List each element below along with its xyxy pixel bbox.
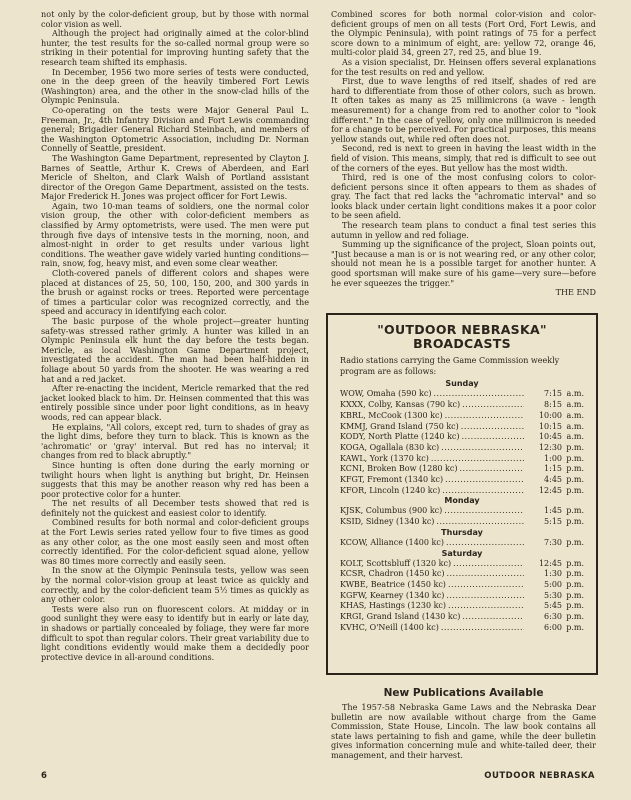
station-name: KAWL, York (1370 kc) <box>340 453 429 463</box>
station-time: 12:45 <box>538 558 562 568</box>
station-row <box>340 432 584 443</box>
leader-dots <box>441 623 524 634</box>
station-ampm: a.m. <box>566 421 584 431</box>
leader-dots <box>446 569 524 580</box>
station-row <box>340 569 584 580</box>
paragraph: Combined scores for both normal color-vision and color-deficient groups of men on all tests (Fort Ord, Fort Lewis, and the Olympic Peninsula), with point ratings of 75 for a perfect score down to a minimum of eight, are: yellow 72, orange 46, multi-color plaid 34, green 27, red 25, and blue 19. <box>331 9 596 58</box>
new-publications-section <box>331 687 596 761</box>
station-time: 1:45 <box>544 506 562 516</box>
station-time: 8:15 <box>544 400 562 410</box>
paragraph: The net results of all December tests showed that red is definitely not the quickest and easiest color to identify. <box>41 498 309 518</box>
station-name: WOW, Omaha (590 kc) <box>340 389 432 399</box>
station-name: KSID, Sidney (1340 kc) <box>340 517 435 527</box>
station-row <box>340 389 584 400</box>
station-name: KCNI, Broken Bow (1280 kc) <box>340 464 458 474</box>
paragraph: In the snow at the Olympic Peninsula tests, yellow was seen by the normal color-vision group at least twice as quickly and correctly, and by the color-deficient team 5½ times as quickly as any other color. <box>41 565 309 605</box>
broadcasts-title-line1: "OUTDOOR NEBRASKA" <box>377 322 547 337</box>
schedule-day-heading: Thursday <box>441 527 483 537</box>
paragraph: Combined results for both normal and color-deficient groups at the Fort Lewis series rated yellow four to five times as good as any other color, as the one most easily seen and most often correctly identified. For the color-deficient squad alone, yellow was 80 times more correctly and easily seen. <box>41 517 309 566</box>
leader-dots <box>445 411 524 422</box>
station-time: 5:00 <box>544 579 562 589</box>
paragraph: First, due to wave lengths of red itself, shades of red are hard to differentiate from those of other colors, such as brown. It often takes as many as 25 millimicrons (a wave - length measurement) for a change from red to another color to "look different." In the case of yellow, only one millimicron is needed for a change to be perceived. For practical purposes, this means yellow stands out, while red often does not. <box>331 76 596 144</box>
station-time: 7:15 <box>544 389 562 399</box>
paragraph: Second, red is next to green in having the least width in the field of vision. This means, simply, that red is difficult to see out of the corners of the eyes. But yellow has the most width. <box>331 143 596 173</box>
station-row <box>340 464 584 475</box>
station-ampm: p.m. <box>566 622 584 632</box>
station-name: KRGI, Grand Island (1430 kc) <box>340 612 461 622</box>
leader-dots <box>459 464 524 475</box>
leader-dots <box>461 422 524 433</box>
station-time: 1:00 <box>544 453 562 463</box>
paragraph: As a vision specialist, Dr. Heinsen offers several explanations for the test results on red and yellow. <box>331 56 596 77</box>
paragraph: Although the project had originally aimed at the color-blind hunter, the test results for the so-called normal group were so striking in their potential for improving hunting safety that the research team shifted its emphasis. <box>41 28 309 67</box>
station-time: 12:30 <box>538 442 562 452</box>
schedule-day-heading: Monday <box>444 496 480 506</box>
paragraph: not only by the color-deficient group, but by those with normal color vision as well. <box>41 9 309 29</box>
station-row <box>340 400 584 411</box>
station-name: KOLT, Scottsbluff (1320 kc) <box>340 558 452 568</box>
station-name: KFOR, Lincoln (1240 kc) <box>340 485 441 495</box>
station-ampm: p.m. <box>566 453 584 463</box>
station-time: 4:45 <box>544 475 562 485</box>
station-ampm: a.m. <box>566 410 584 420</box>
station-row <box>340 538 584 549</box>
station-row <box>340 486 584 497</box>
leader-dots <box>446 538 524 549</box>
station-row <box>340 454 584 465</box>
paragraph: Again, two 10-man teams of soldiers, one the normal color vision group, the other with color-deficient members as classified by Army optometrists, were used. The men were put through five days of intensive tests in the morning, noon, and almost-night in order to get results under various light conditions. The weather gave widely varied hunting conditions—rain, snow, fog, heavy mist, and even some clear weather. <box>41 200 309 269</box>
station-ampm: p.m. <box>566 506 584 516</box>
station-time: 5:15 <box>544 517 562 527</box>
paragraph: Summing up the significance of the project, Sloan points out, "Just because a man is or is not wearing red, or any other color, should not mean he is a possible target for another hunter. A good sportsman will make sure of his game—very sure—before he ever squeezes the trigger." <box>331 239 596 288</box>
leader-dots <box>436 517 524 528</box>
station-name: KHAS, Hastings (1230 kc) <box>340 601 447 611</box>
leader-dots <box>431 454 524 465</box>
station-row <box>340 411 584 422</box>
new-publications-heading: New Publications Available <box>383 687 544 699</box>
paragraph: The basic purpose of the whole project—greater hunting safety-was stressed rather grimly. A hunter was killed in an Olympic Peninsula elk hunt the day before the tests began. Mericle, as local Washington Game Department project, investigated the accident. The man had been half-hidden in foliage about 50 yards from the shooter. He was wearing a red hat and a red jacket. <box>41 316 309 384</box>
station-time: 10:45 <box>538 432 562 442</box>
station-row <box>340 612 584 623</box>
broadcast-schedule <box>340 379 584 633</box>
station-time: 7:30 <box>544 537 562 547</box>
station-ampm: p.m. <box>566 612 584 622</box>
paragraph: Since hunting is often done during the early morning or twilight hours when light is anything but bright, Dr. Heinsen suggests that this may be another reason why red has been a poor protective color for a hunter. <box>41 459 309 499</box>
station-ampm: p.m. <box>566 442 584 452</box>
station-row <box>340 580 584 591</box>
station-time: 10:00 <box>538 410 562 420</box>
paragraph: The research team plans to conduct a final test series this autumn in yellow and red foliage. <box>331 220 596 240</box>
station-row <box>340 517 584 528</box>
station-name: KCSR, Chadron (1450 kc) <box>340 569 445 579</box>
station-name: KBRL, McCook (1300 kc) <box>340 410 443 420</box>
station-ampm: p.m. <box>566 601 584 611</box>
station-ampm: a.m. <box>566 432 584 442</box>
station-name: KWBE, Beatrice (1450 kc) <box>340 579 446 589</box>
station-ampm: p.m. <box>566 517 584 527</box>
station-time: 6:30 <box>544 612 562 622</box>
station-row <box>340 443 584 454</box>
the-end-mark: THE END <box>555 287 596 298</box>
station-ampm: p.m. <box>566 464 584 474</box>
paragraph: The Washington Game Department, represented by Clayton J. Barnes of Seattle, Arthur K. Crews of Aberdeen, and Earl Mericle of Shelton, and Clark Walsh of Portland assistant director of the Oregon Game Department, assisted on the tests. Major Frederick H. Jones was project officer for Fort Lewis. <box>41 152 309 202</box>
station-row <box>340 591 584 602</box>
station-name: KODY, North Platte (1240 kc) <box>340 432 460 442</box>
station-time: 6:00 <box>544 622 562 632</box>
leader-dots <box>433 389 524 400</box>
paragraph: He explains, "All colors, except red, turn to shades of gray as the light dims, before they turn to black. This is known as the 'achromatic' or 'gray' interval. But red has no interval; it changes from red to black abruptly." <box>41 421 309 461</box>
broadcasts-title-line2: BROADCASTS <box>413 336 511 351</box>
station-ampm: p.m. <box>566 537 584 547</box>
station-time: 12:45 <box>538 485 562 495</box>
new-publications-text: The 1957-58 Nebraska Game Laws and the Nebraska Dear bulletin are now available without charge from the Game Commission, State House, Lincoln. The law book contains all state laws pertaining to fish and game, while the deer bulletin gives information concerning mule and white-tailed deer, their management, and their harvest. <box>331 702 596 760</box>
station-row <box>340 559 584 570</box>
station-name: KJSK, Columbus (900 kc) <box>340 506 443 516</box>
leader-dots <box>462 400 524 411</box>
leader-dots <box>448 580 524 591</box>
schedule-day-heading: Saturday <box>441 548 483 558</box>
page-number: 6 <box>41 771 48 781</box>
paragraph: Co-operating on the tests were Major General Paul L. Freeman, Jr., 4th Infantry Division and Fort Lewis commanding general; Brigadier General Richard Steinbach, and members of the Washington Optometric Association, including Dr. Norman Connelly of Seattle, president. <box>41 104 309 154</box>
leader-dots <box>445 475 524 486</box>
station-time: 1:30 <box>544 569 562 579</box>
leader-dots <box>453 559 524 570</box>
station-row <box>340 422 584 433</box>
station-name: KFGT, Fremont (1340 kc) <box>340 475 444 485</box>
end-line <box>331 288 596 298</box>
leader-dots <box>462 612 524 623</box>
magazine-name: OUTDOOR NEBRASKA <box>484 771 595 781</box>
station-ampm: p.m. <box>566 579 584 589</box>
station-time: 5:30 <box>544 590 562 600</box>
station-name: KCOW, Alliance (1400 kc) <box>340 537 444 547</box>
paragraph: Third, red is one of the most confusing colors to color-deficient persons since it often appears to them as shades of gray. The fact that red lacks the "achromatic interval" and so looks black under certain light conditions makes it a poor color to be seen afield. <box>331 172 596 221</box>
station-ampm: a.m. <box>566 389 584 399</box>
paragraph: After re-enacting the incident, Mericle remarked that the red jacket looked black to him. Dr. Heinsen commented that this was entirely possible since under poor light conditions, as in heavy woods, red can appear black. <box>41 383 309 422</box>
leader-dots <box>446 591 524 602</box>
station-name: KMMJ, Grand Island (750 kc) <box>340 421 459 431</box>
station-ampm: p.m. <box>566 569 584 579</box>
station-row <box>340 623 584 634</box>
station-ampm: p.m. <box>566 485 584 495</box>
station-name: KVHC, O'Neill (1400 kc) <box>340 622 439 632</box>
station-time: 10:15 <box>538 421 562 431</box>
broadcasts-intro: Radio stations carrying the Game Commission weekly program are as follows: <box>340 356 560 376</box>
leader-dots <box>448 601 524 612</box>
station-ampm: a.m. <box>566 400 584 410</box>
leader-dots <box>444 506 524 517</box>
left-column <box>41 10 309 662</box>
paragraph: In December, 1956 two more series of tests were conducted, one in the deep green of the heavily timbered Fort Lewis (Washington) area, and the other in the snow-clad hills of the Olympic Peninsula. <box>41 66 309 106</box>
station-row <box>340 506 584 517</box>
broadcasts-box <box>326 313 598 675</box>
station-ampm: p.m. <box>566 590 584 600</box>
station-name: KXXX, Colby, Kansas (790 kc) <box>340 400 461 410</box>
station-name: KGFW, Kearney (1340 kc) <box>340 590 445 600</box>
schedule-day-heading: Sunday <box>445 379 479 389</box>
leader-dots <box>441 443 524 454</box>
station-time: 1:15 <box>544 464 562 474</box>
station-ampm: p.m. <box>566 475 584 485</box>
station-time: 5:45 <box>544 601 562 611</box>
leader-dots <box>442 486 524 497</box>
paragraph: Cloth-covered panels of different colors and shapes were placed at distances of 25, 50, 100, 150, 200, and 300 yards in the brush or against rocks or trees. Reported were percentage of times a particular color was recognized correctly, and the speed and accuracy in identifying each color. <box>41 268 309 317</box>
station-row <box>340 601 584 612</box>
paragraph: Tests were also run on fluorescent colors. At midday or in good sunlight they were easy to identify but in early or late day, in shadows or partially concealed by foliage, they were far more difficult to spot than regular colors. Their great variability due to light conditions evidently would make them a decidedly poor protective device in all-around conditions. <box>41 603 309 662</box>
station-name: KOGA, Ogallala (830 kc) <box>340 442 440 452</box>
right-column <box>331 10 596 298</box>
station-row <box>340 475 584 486</box>
leader-dots <box>462 432 524 443</box>
station-ampm: p.m. <box>566 558 584 568</box>
